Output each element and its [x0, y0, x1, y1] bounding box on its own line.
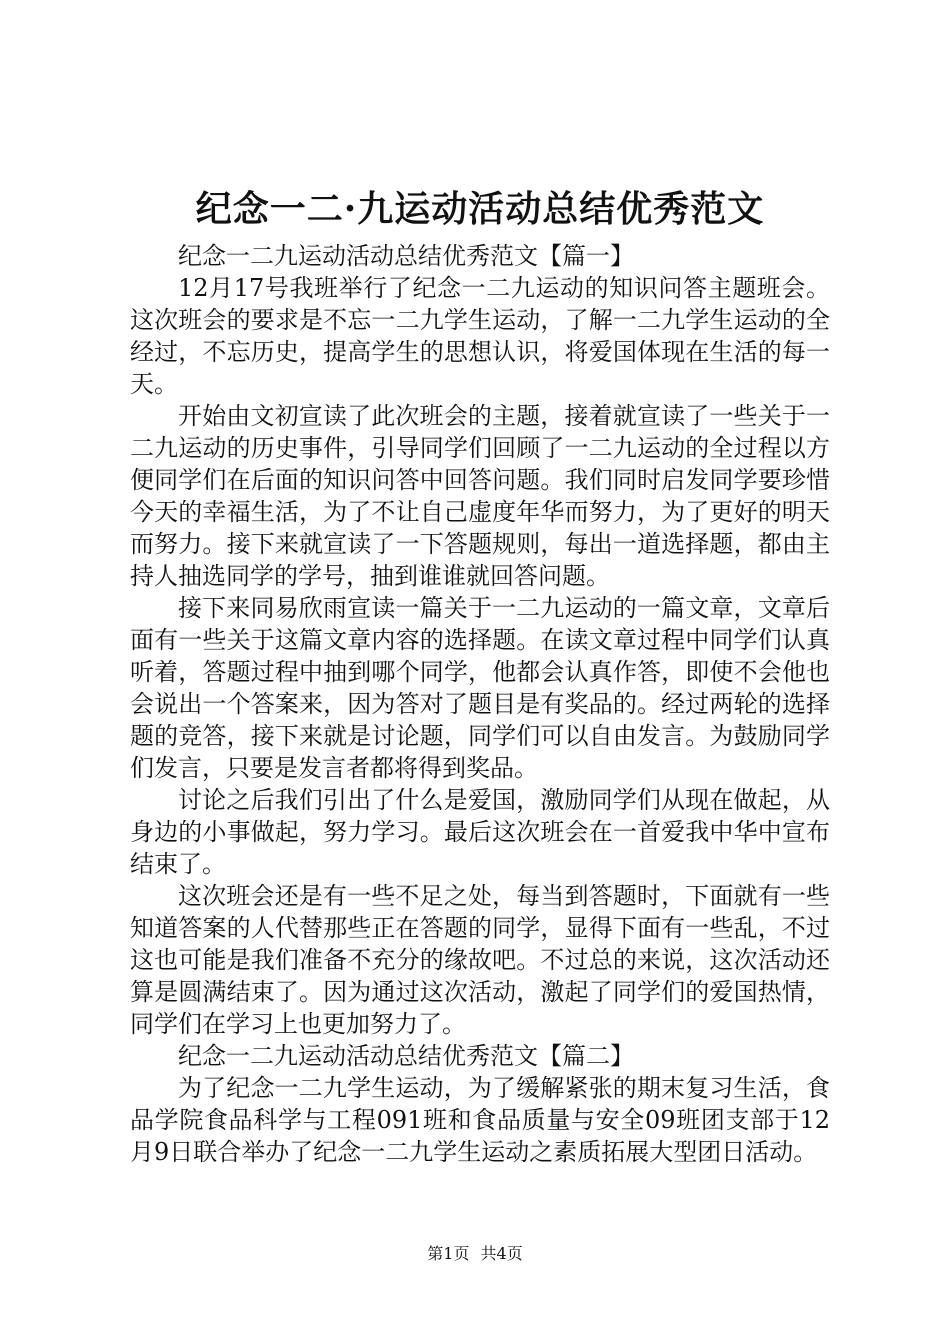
document-title: 纪念一二·九运动活动总结优秀范文	[195, 188, 765, 230]
paragraph: 为了纪念一二九学生运动，为了缓解紧张的期末复习生活，食品学院食品科学与工程091班和食品质量与安全09班团支部于12月9日联合举办了纪念一二九学生运动之素质拓展大型团日活动。	[130, 1074, 830, 1166]
section-heading: 纪念一二九运动活动总结优秀范文【篇一】	[178, 242, 634, 270]
paragraph: 开始由文初宣读了此次班会的主题，接着就宣读了一些关于一二九运动的历史事件，引导同学们回顾了一二九运动的全过程以方便同学们在后面的知识问答中回答问题。我们同时启发同学要珍惜今天的幸福生活，为了不让自己虚度年华而努力，为了更好的明天而努力。接下来就宣读了一下答题规则，每出一道选择题，都由主持人抽选同学的学号，抽到谁谁就回答问题。	[130, 402, 830, 590]
document-page	[130, 180, 830, 1168]
page-number: 第1页	[427, 1244, 470, 1263]
paragraph: 接下来同易欣雨宣读一篇关于一二九运动的一篇文章，文章后面有一些关于这篇文章内容的选择题。在读文章过程中同学们认真听着，答题过程中抽到哪个同学，他都会认真作答，即使不会他也会说出一个答案来，因为答对了题目是有奖品的。经过两轮的选择题的竞答，接下来就是讨论题，同学们可以自由发言。为鼓励同学们发言，只要是发言者都将得到奖品。	[130, 594, 830, 782]
paragraph: 12月17号我班举行了纪念一二九运动的知识问答主题班会。这次班会的要求是不忘一二九学生运动，了解一二九学生运动的全经过，不忘历史，提高学生的思想认识，将爱国体现在生活的每一天。	[130, 274, 830, 398]
page-total: 共4页	[480, 1244, 523, 1263]
section-2	[130, 1040, 830, 1168]
paragraph: 这次班会还是有一些不足之处，每当到答题时，下面就有一些知道答案的人代替那些正在答题的同学，显得下面有一些乱，不过这也可能是我们准备不充分的缘故吧。不过总的来说，这次活动还算是圆满结束了。因为通过这次活动，激起了同学们的爱国热情，同学们在学习上也更加努力了。	[130, 882, 830, 1038]
section-heading: 纪念一二九运动活动总结优秀范文【篇二】	[178, 1042, 634, 1070]
section-1	[130, 240, 830, 1040]
page-footer	[0, 1244, 950, 1264]
paragraph: 讨论之后我们引出了什么是爱国，激励同学们从现在做起，从身边的小事做起，努力学习。最后这次班会在一首爱我中华中宣布结束了。	[130, 786, 830, 878]
